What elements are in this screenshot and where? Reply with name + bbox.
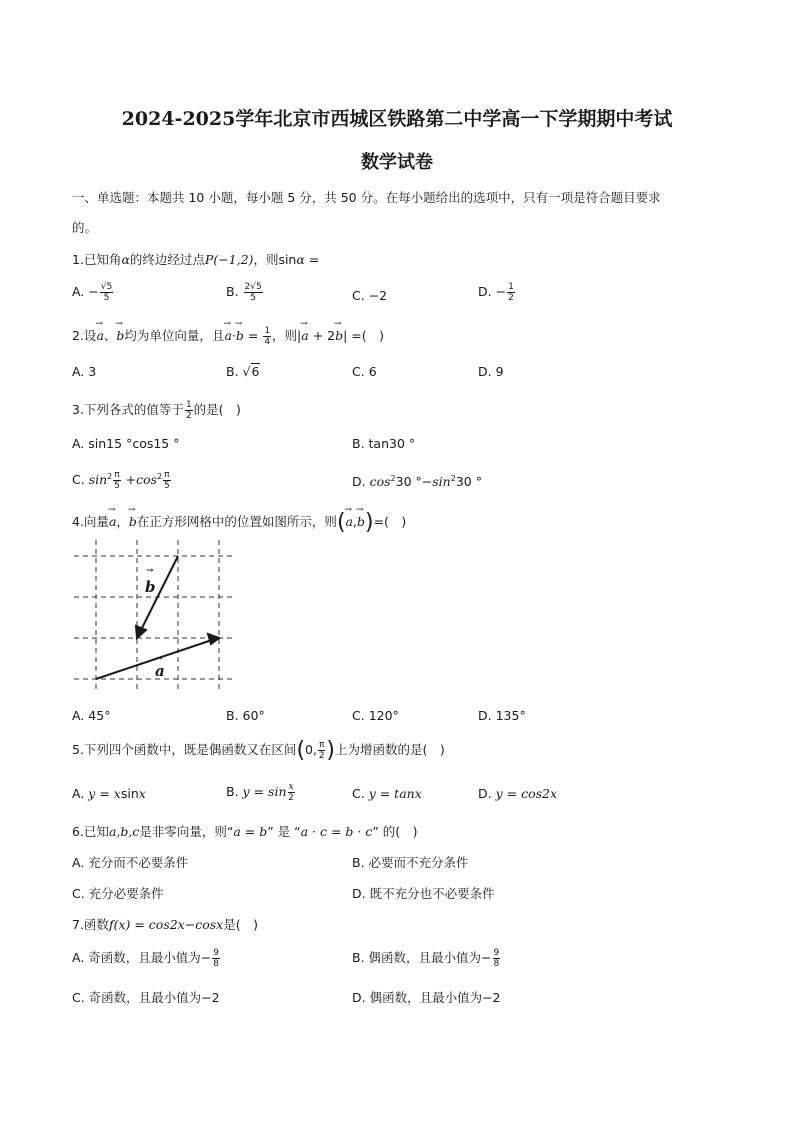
exponent: 2 [450, 474, 456, 483]
paren: ( [336, 510, 346, 535]
q3-option-d[interactable] [352, 474, 482, 489]
q7-option-c[interactable]: C. 奇函数，且最小值为−2 [72, 990, 220, 1005]
q5-option-d[interactable] [478, 786, 557, 801]
q1-text: α = [296, 252, 320, 267]
denominator: 2 [508, 293, 514, 303]
q1-point: P(−1,2) [204, 252, 254, 267]
section-instruction-cont: 的。 [72, 220, 98, 235]
exam-title: 2024-2025学年北京市西城区铁路第二中学高一下学期期中考试 [121, 108, 673, 130]
label-a: a [155, 662, 165, 680]
paren: ) [364, 510, 374, 535]
q2-option-d[interactable] [478, 364, 504, 379]
question-4-stem: 4.向量→ a，→ b在正方形网格中的位置如图所示，则(→ a,→ b)=( ) [72, 510, 406, 535]
option-text: 9 [495, 364, 504, 379]
q6-text: 是非零向量，则“ [139, 824, 234, 839]
option-label: B. [226, 708, 239, 723]
q1-option-b[interactable] [226, 282, 264, 303]
label-a-arrow: → [155, 654, 163, 664]
exponent: 2 [157, 471, 163, 481]
q4-option-a[interactable] [72, 708, 110, 723]
q3-text: 的是( ) [193, 402, 241, 417]
q1-option-d[interactable] [478, 282, 516, 303]
option-label: B. [226, 784, 239, 799]
option-text: 45° [88, 708, 111, 723]
vector-b: → b [129, 514, 137, 529]
vector-b-arrowhead [136, 626, 146, 638]
function-expression: f(x) = cos2x−cosx [108, 917, 224, 932]
denominator: 5 [103, 293, 110, 303]
option-label: A. [72, 708, 85, 723]
q7-text: 是( ) [223, 917, 258, 932]
paren: ( [296, 738, 306, 763]
q1-text: ，则sin [253, 252, 297, 267]
numerator: x [288, 782, 294, 792]
fraction [493, 948, 501, 969]
denominator: 8 [493, 959, 500, 969]
fraction [100, 282, 113, 303]
q6-text: ” 的( ) [372, 824, 418, 839]
q7-option-b[interactable] [352, 948, 501, 969]
option-text: sin [120, 786, 139, 801]
q1-alpha: α [121, 252, 130, 267]
option-label: C. [352, 786, 365, 801]
option-label: C. [352, 708, 365, 723]
fraction [212, 948, 220, 969]
label-b: b [145, 578, 156, 596]
exam-subtitle: 数学试卷 [361, 152, 433, 173]
option-label: D. [478, 284, 492, 299]
option-text: 3 [88, 364, 97, 379]
option-text: 120° [368, 708, 399, 723]
fraction [288, 782, 295, 803]
q4-option-c[interactable] [352, 708, 399, 723]
numerator: 1 [185, 400, 192, 410]
vector-b: → b [335, 328, 343, 343]
q4-text: 4.向量 [72, 514, 109, 529]
vector-a: → a [346, 514, 353, 529]
condition-2: a · c = b · c [300, 824, 373, 839]
option-label: D. [478, 708, 492, 723]
option-text: B. 偶函数，且最小值为− [352, 950, 492, 965]
vector-a-arrowhead [208, 634, 219, 644]
q3-option-c[interactable] [72, 470, 172, 491]
numerator: 2√5 [244, 282, 262, 292]
option-label: A. [72, 284, 85, 299]
option-text: 30 °− [395, 474, 433, 490]
numerator: 9 [493, 948, 500, 958]
question-3-stem [72, 400, 241, 421]
cos: cos [369, 474, 391, 490]
q1-option-c[interactable] [352, 288, 387, 303]
sin: sin [432, 474, 451, 490]
numerator: 9 [213, 948, 219, 958]
option-label: B. [226, 284, 239, 299]
sin: sin [88, 472, 108, 487]
numerator: π [318, 740, 325, 750]
q2-text: + 2 [308, 328, 336, 343]
question-6-stem [72, 822, 418, 840]
option-text: y = cos2 [495, 786, 550, 801]
q6-option-d[interactable]: D. 既不充分也不必要条件 [352, 886, 495, 901]
q1-text: 1.已知角 [72, 252, 122, 267]
q6-option-c[interactable]: C. 充分必要条件 [72, 886, 164, 901]
option-label: C. [72, 472, 85, 487]
q7-option-a[interactable] [72, 948, 221, 969]
q2-text: = [243, 328, 263, 343]
option-sign: − [88, 284, 99, 299]
option-label: C. [352, 364, 365, 379]
denominator: 4 [264, 337, 271, 347]
denominator: 8 [213, 959, 219, 969]
exponent: 2 [107, 471, 113, 481]
q4-text: ， [116, 514, 129, 529]
q2-option-a[interactable] [72, 364, 96, 379]
q6-option-a[interactable]: A. 充分而不必要条件 [72, 855, 189, 870]
option-text: 6 [251, 364, 260, 379]
q5-option-a[interactable] [72, 786, 146, 801]
option-text: y = sin [242, 784, 287, 799]
fraction [113, 470, 120, 491]
numerator: √5 [100, 282, 113, 292]
q1-text: 的终边经过点 [129, 252, 205, 267]
option-text: x [549, 786, 558, 801]
q7-option-d[interactable]: D. 偶函数，且最小值为−2 [352, 990, 501, 1005]
section-instruction: 一、单选题：本题共 10 小题，每小题 5 分，共 50 分。在每小题给出的选项中，只有一项是符合题目要求 [72, 190, 661, 205]
vector-a: → a [301, 328, 308, 343]
fraction [263, 326, 271, 347]
vector-a-arrow [96, 640, 212, 679]
option-text: x [138, 786, 146, 801]
option-label: D. [352, 474, 366, 490]
q2-option-c[interactable] [352, 364, 377, 379]
numerator: π [164, 470, 170, 480]
q2-text: 、 [103, 328, 117, 343]
vector-grid-figure [70, 540, 240, 700]
numerator: π [114, 470, 120, 480]
q4-text: 在正方形网格中的位置如图所示，则 [136, 514, 337, 529]
paren: ) [326, 738, 335, 763]
q5-text: 上为增函数的是( ) [334, 742, 445, 757]
q3-option-b[interactable]: B. tan30 ° [352, 436, 416, 451]
numerator: 1 [508, 282, 514, 292]
exponent: 2 [390, 474, 396, 483]
q2-text: ，则| [272, 328, 302, 343]
q7-text: 7.函数 [72, 917, 109, 932]
option-label: D. [478, 786, 492, 801]
denominator: 2 [288, 793, 294, 803]
q2-text: 2.设 [72, 328, 97, 343]
vector-b: → b [357, 514, 365, 529]
option-text: −2 [368, 288, 388, 303]
denominator: 2 [185, 411, 192, 421]
fraction [507, 282, 515, 303]
q6-text: ” 是 “ [267, 824, 301, 839]
interval-start: 0, [305, 742, 317, 757]
option-label: A. [72, 364, 85, 379]
option-text: y = x [88, 786, 121, 801]
q5-option-c[interactable] [352, 786, 422, 801]
vector-a: → a [96, 328, 103, 343]
vectors-abc: a,b,c [108, 824, 140, 839]
label-b-arrow: → [146, 566, 154, 576]
fraction [185, 400, 193, 421]
vector-a: → a [224, 328, 231, 343]
q2-option-b[interactable]: B. √6 [226, 364, 260, 379]
fraction [318, 740, 325, 761]
q1-option-a[interactable] [72, 282, 114, 303]
option-text: 30 ° [455, 474, 482, 490]
option-label: C. [352, 288, 365, 303]
option-text: 60° [242, 708, 265, 723]
denominator: 5 [250, 293, 256, 303]
q6-option-b[interactable]: B. 必要而不充分条件 [352, 855, 469, 870]
condition-1: a = b [233, 824, 268, 839]
option-text: 6 [368, 364, 377, 379]
vector-a: → a [109, 514, 116, 529]
fraction [244, 282, 263, 303]
q5-text: 5.下列四个函数中，既是偶函数又在区间 [72, 742, 297, 757]
q4-option-d[interactable] [478, 708, 526, 723]
vector-b: → b [116, 328, 124, 343]
option-text: A. 奇函数，且最小值为− [72, 950, 212, 965]
q2-text: 均为单位向量，且 [124, 328, 225, 343]
option-label: D. [478, 364, 492, 379]
denominator: 5 [164, 481, 170, 491]
q5-option-b[interactable] [226, 782, 296, 803]
grid-lines [74, 540, 232, 692]
denominator: 2 [318, 751, 325, 761]
cos: +cos [121, 472, 158, 487]
q2-text: | =( ) [343, 328, 385, 343]
q3-option-a[interactable]: A. sin15 °cos15 ° [72, 436, 180, 451]
q3-text: 3.下列各式的值等于 [72, 402, 184, 417]
q4-option-b[interactable] [226, 708, 265, 723]
fraction [163, 470, 170, 491]
question-7-stem [72, 915, 258, 933]
vector-b: → b [236, 328, 244, 343]
q6-text: 6.已知 [72, 824, 109, 839]
option-text: 135° [495, 708, 526, 723]
question-1-stem [72, 250, 319, 268]
question-2-stem [72, 326, 384, 347]
question-5-stem [72, 738, 445, 763]
dot-operator: · [231, 328, 236, 343]
option-label: B. [226, 364, 239, 379]
numerator: 1 [264, 326, 271, 336]
option-text: x [414, 786, 422, 801]
denominator: 5 [114, 481, 120, 491]
option-text: y = tan [368, 786, 415, 801]
option-sign: − [495, 284, 507, 299]
q4-text: =( ) [373, 514, 407, 529]
option-label: A. [72, 786, 85, 801]
